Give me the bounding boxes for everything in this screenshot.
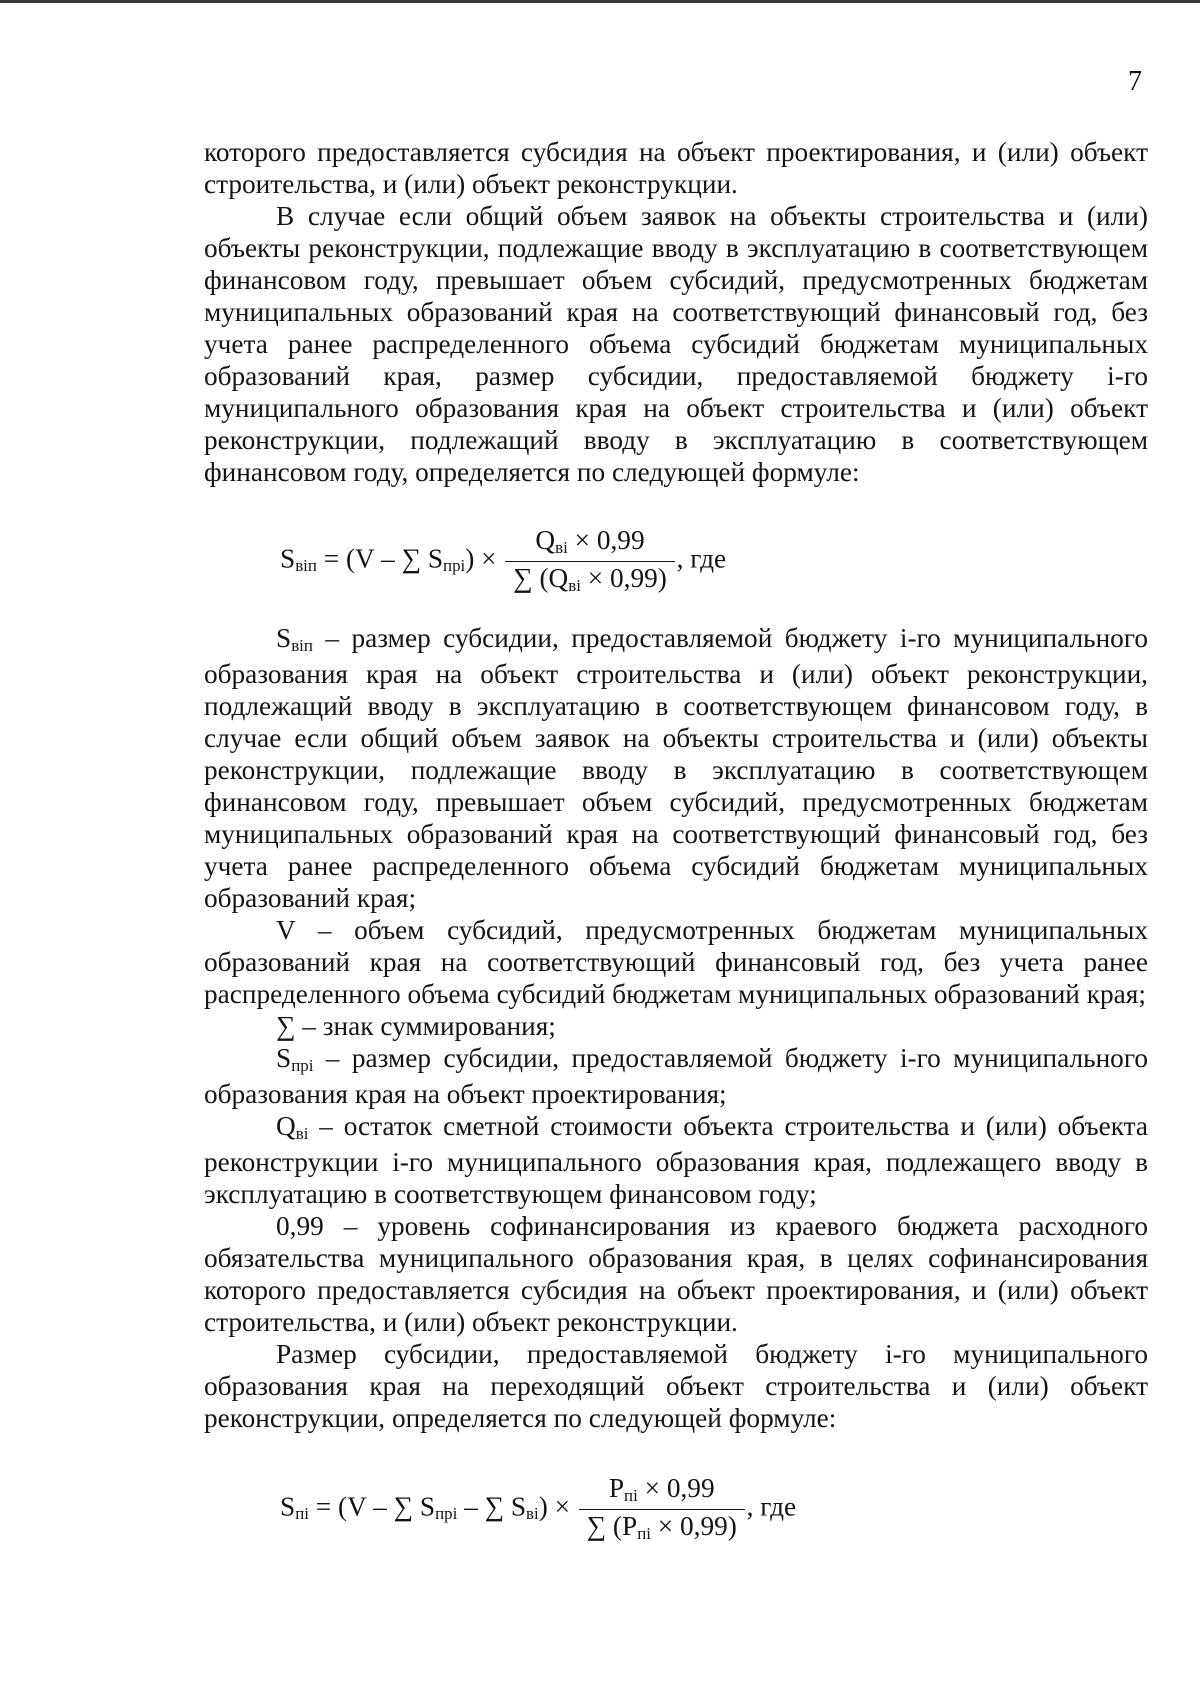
definition-s-vip: $S_{віп}$ – размер субсидии, предоставляемой бюджету i-го муниципального образования края на объект строительства и (или) объект реконструкции, подлежащий вводу в эксплуатацию в соответствующем финансовом году, в случае если общий объем заявок на объекты строительства и (или) объекты реконструкции, подлежащие вводу в эксплуатацию в соответствующем финансовом году, превышает объем субсидий, предусмотренных бюджетам муниципальных образований края на соответствующий финансовый год, без учета ранее распределенного объема субсидий бюджетам муниципальных образований края; bbox=[204, 623, 1148, 913]
paragraph-transitional: Размер субсидии, предоставляемой бюджету i-го муниципального образования края на переходящий объект строительства и (или) объект реконструкции, определяется по следующей формуле: bbox=[204, 1339, 1148, 1433]
fraction-numerator: $Q_{вi} \times 0,99$ bbox=[505, 524, 674, 562]
paragraph-continuation: которого предоставляется субсидия на объект проектирования, и (или) объект строительства, и (или) объект реконструкции. bbox=[204, 137, 1148, 199]
fraction-numerator: $P_{пі} \times 0,99$ bbox=[579, 1472, 745, 1510]
text-block-top bbox=[204, 136, 1148, 488]
formula-subsidy-construction: $S_{віп} = (V$ – ∑ $S_{прі}$) × $\frac{Q_{вi} \times 0,99}{\sum (Q_{вi} \times 0,99)}$ , где bbox=[280, 524, 726, 598]
fraction-denominator: ∑ $(P_{пі} \times 0,99)$ bbox=[586, 1511, 737, 1543]
top-border-line bbox=[0, 0, 1200, 3]
formula-fraction bbox=[579, 1472, 745, 1546]
definition-q-vi: $Q_{вi}$ – остаток сметной стоимости объекта строительства и (или) объекта реконструкции i-го муниципального образования края, подлежащего вводу в эксплуатацию в соответствующем финансовом году; bbox=[204, 1111, 1148, 1209]
paragraph-condition: В случае если общий объем заявок на объекты строительства и (или) объекты реконструкции, подлежащие вводу в эксплуатацию в соответствующем финансовом году, превышает объем субсидий, предусмотренных бюджетам муниципальных образований края на соответствующий финансовый год, без учета ранее распределенного объема субсидий бюджетам муниципальных образований края, размер субсидии, предоставляемой бюджету i-го муниципального образования края на объект строительства и (или) объект реконструкции, подлежащий вводу в эксплуатацию в соответствующем финансовом году, определяется по следующей формуле: bbox=[204, 201, 1148, 487]
definition-v: V – объем субсидий, предусмотренных бюджетам муниципальных образований края на соответствующий финансовый год, без учета ранее распределенного объема субсидий бюджетам муниципальных образований края; bbox=[204, 915, 1148, 1009]
formula-subsidy-transitional: $S_{пі} = (V$ – ∑ $S_{прі}$ – ∑ $S_{вi}$) × $\frac{P_{пі} \times 0,99}{\sum (P_{пі} \times 0,99)}$ , где bbox=[280, 1472, 796, 1546]
definition-cofinancing-level: 0,99 – уровень софинансирования из краевого бюджета расходного обязательства муниципального образования края, в целях софинансирования которого предоставляется субсидия на объект проектирования, и (или) объект строительства, и (или) объект реконструкции. bbox=[204, 1211, 1148, 1337]
page-number: 7 bbox=[1128, 66, 1142, 97]
fraction-denominator: ∑ $(Q_{вi} \times 0,99)$ bbox=[513, 563, 667, 595]
definitions-block bbox=[204, 622, 1148, 1434]
definition-sum: ∑ – знак суммирования; bbox=[276, 1011, 556, 1041]
formula-fraction bbox=[505, 524, 674, 598]
definition-s-pri: $S_{прі}$ – размер субсидии, предоставляемой бюджету i-го муниципального образования края на объект проектирования; bbox=[204, 1043, 1148, 1109]
